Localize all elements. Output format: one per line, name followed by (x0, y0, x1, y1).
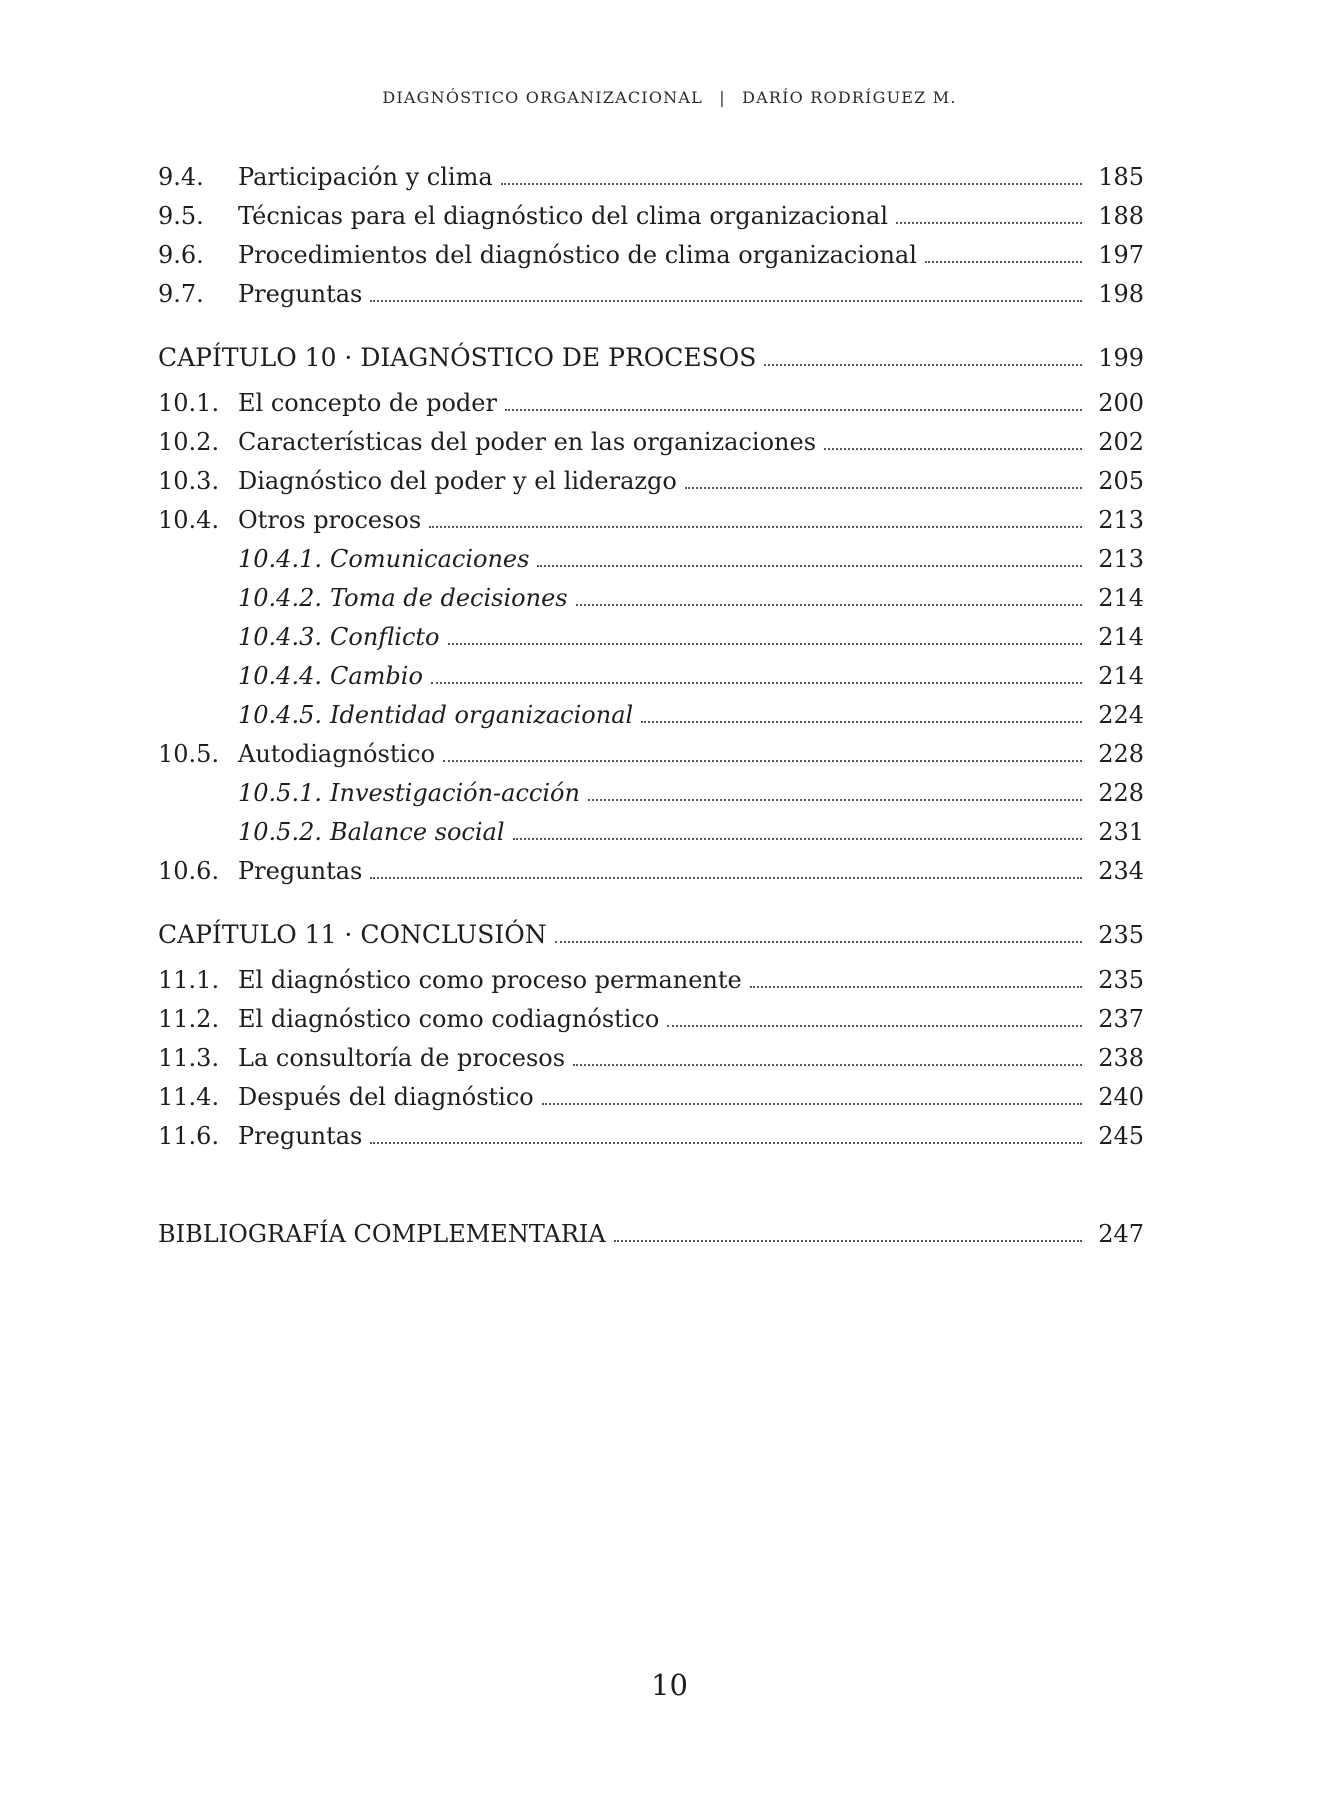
toc-title: Identidad organizacional (330, 701, 634, 729)
dot-leader (443, 760, 1082, 762)
toc-title: El diagnóstico como codiagnóstico (238, 1005, 660, 1033)
toc-title: La consultoría de procesos (238, 1044, 566, 1072)
toc-page-number: 214 (1098, 623, 1144, 651)
toc-title: Conflicto (330, 623, 440, 651)
dot-leader (431, 682, 1082, 684)
dot-leader (501, 183, 1082, 185)
dot-leader (896, 222, 1082, 224)
toc-title: El diagnóstico como proceso permanente (238, 966, 742, 994)
toc-section-number: 10.2. (158, 428, 220, 456)
toc-page-number: 231 (1098, 818, 1144, 846)
toc-title: Técnicas para el diagnóstico del clima organizacional (238, 202, 889, 230)
toc-title: Participación y clima (238, 163, 493, 191)
toc-page-number: 198 (1098, 280, 1144, 308)
toc-subentry-row (158, 657, 1144, 696)
dot-leader (750, 986, 1082, 988)
toc-entry-row (158, 501, 1144, 540)
header-author: DARÍO RODRÍGUEZ M. (742, 88, 957, 107)
toc-title: Investigación-acción (330, 779, 580, 807)
dot-leader (505, 409, 1082, 411)
toc-section-number: 10.4.2. (238, 584, 322, 612)
toc-section-number: 10.6. (158, 857, 220, 885)
toc-section-number: 11.4. (158, 1083, 220, 1111)
toc-title: Preguntas (238, 857, 363, 885)
toc-page-number: 213 (1098, 545, 1144, 573)
toc-title: Comunicaciones (330, 545, 530, 573)
dot-leader (667, 1025, 1082, 1027)
toc-subentry-row (158, 540, 1144, 579)
dot-leader (537, 565, 1082, 567)
toc-section-number: 11.3. (158, 1044, 220, 1072)
toc-section-number: 10.4.5. (238, 701, 322, 729)
toc-page-number: 245 (1098, 1122, 1144, 1150)
dot-leader (925, 261, 1082, 263)
dot-leader (370, 877, 1082, 879)
toc-title: Diagnóstico del poder y el liderazgo (238, 467, 677, 495)
dot-leader (542, 1103, 1082, 1105)
toc-section-number: 9.7. (158, 280, 204, 308)
toc-title: Después del diagnóstico (238, 1083, 534, 1111)
toc-page-number: 214 (1098, 662, 1144, 690)
toc-entry-row (158, 1039, 1144, 1078)
toc-subentry-row (158, 579, 1144, 618)
toc-title: Características del poder en las organizaciones (238, 428, 817, 456)
toc-section-number: 9.4. (158, 163, 204, 191)
header-book-title: DIAGNÓSTICO ORGANIZACIONAL (382, 88, 703, 107)
dot-leader (764, 364, 1082, 366)
dot-leader (429, 526, 1082, 528)
dot-leader (576, 604, 1082, 606)
toc-subentry-row (158, 774, 1144, 813)
toc-section-number: 10.3. (158, 467, 220, 495)
toc-page-number: 234 (1098, 857, 1144, 885)
toc-entry-row (158, 1117, 1144, 1156)
toc-title: Preguntas (238, 280, 363, 308)
toc-entry-row (158, 158, 1144, 197)
toc-title: Toma de decisiones (330, 584, 568, 612)
toc-title: Autodiagnóstico (238, 740, 436, 768)
toc-entry-row (158, 384, 1144, 423)
toc-bibliography-row (158, 1215, 1144, 1254)
toc-section-number: 10.4. (158, 506, 220, 534)
toc-title: Procedimientos del diagnóstico de clima organizacional (238, 241, 917, 269)
toc-page-number: 188 (1098, 202, 1144, 230)
toc-title: Cambio (330, 662, 423, 690)
toc-page-number: 213 (1098, 506, 1144, 534)
toc-page-number: 200 (1098, 389, 1144, 417)
toc-section-number: 10.5. (158, 740, 220, 768)
toc-section-number: 11.6. (158, 1122, 220, 1150)
toc-entry-row (158, 462, 1144, 501)
toc-page-number: 228 (1098, 779, 1144, 807)
dot-leader (588, 799, 1082, 801)
toc-section-number: 10.4.4. (238, 662, 322, 690)
toc-entry-row (158, 423, 1144, 462)
toc-page-number: 214 (1098, 584, 1144, 612)
running-header (0, 88, 1339, 107)
toc-entry-row (158, 236, 1144, 275)
page-number: 10 (651, 1668, 688, 1702)
toc-section-number: 10.5.2. (238, 818, 322, 846)
toc-page-number: 238 (1098, 1044, 1144, 1072)
dot-leader (448, 643, 1083, 645)
toc-section-number: 10.1. (158, 389, 220, 417)
toc-page-number: 185 (1098, 163, 1144, 191)
toc-section-number: 11.2. (158, 1005, 220, 1033)
toc-title: Balance social (330, 818, 505, 846)
toc-section-number: 10.5.1. (238, 779, 322, 807)
toc-page-number: 228 (1098, 740, 1144, 768)
header-separator: | (719, 88, 726, 107)
toc-entry-row (158, 735, 1144, 774)
toc-page-number: 240 (1098, 1083, 1144, 1111)
toc-chapter-row (158, 915, 1144, 954)
toc-section-number: 10.4.3. (238, 623, 322, 651)
dot-leader (555, 941, 1082, 943)
toc-entry-row (158, 197, 1144, 236)
toc-title: Preguntas (238, 1122, 363, 1150)
table-of-contents (158, 158, 1144, 1254)
toc-entry-row (158, 1078, 1144, 1117)
toc-page-number: 224 (1098, 701, 1144, 729)
toc-title: El concepto de poder (238, 389, 497, 417)
toc-entry-row (158, 1000, 1144, 1039)
toc-title: CAPÍTULO 11 · CONCLUSIÓN (158, 920, 547, 949)
toc-page-number: 237 (1098, 1005, 1144, 1033)
toc-page-number: 199 (1098, 344, 1144, 372)
toc-section-number: 11.1. (158, 966, 220, 994)
toc-page-number: 247 (1098, 1220, 1144, 1248)
toc-subentry-row (158, 618, 1144, 657)
dot-leader (513, 838, 1082, 840)
dot-leader (370, 1142, 1082, 1144)
toc-page-number: 235 (1098, 921, 1144, 949)
toc-page-number: 202 (1098, 428, 1144, 456)
toc-section-number: 9.5. (158, 202, 204, 230)
dot-leader (685, 487, 1082, 489)
toc-title: BIBLIOGRAFÍA COMPLEMENTARIA (158, 1220, 606, 1248)
toc-page-number: 205 (1098, 467, 1144, 495)
toc-subentry-row (158, 813, 1144, 852)
dot-leader (824, 448, 1082, 450)
toc-subentry-row (158, 696, 1144, 735)
toc-title: Otros procesos (238, 506, 422, 534)
toc-chapter-row (158, 338, 1144, 377)
dot-leader (614, 1240, 1082, 1242)
dot-leader (370, 300, 1082, 302)
toc-entry-row (158, 852, 1144, 891)
toc-entry-row (158, 961, 1144, 1000)
toc-page-number: 197 (1098, 241, 1144, 269)
dot-leader (573, 1064, 1082, 1066)
toc-page-number: 235 (1098, 966, 1144, 994)
toc-section-number: 10.4.1. (238, 545, 322, 573)
toc-entry-row (158, 275, 1144, 314)
dot-leader (641, 721, 1082, 723)
toc-section-number: 9.6. (158, 241, 204, 269)
toc-title: CAPÍTULO 10 · DIAGNÓSTICO DE PROCESOS (158, 343, 757, 372)
